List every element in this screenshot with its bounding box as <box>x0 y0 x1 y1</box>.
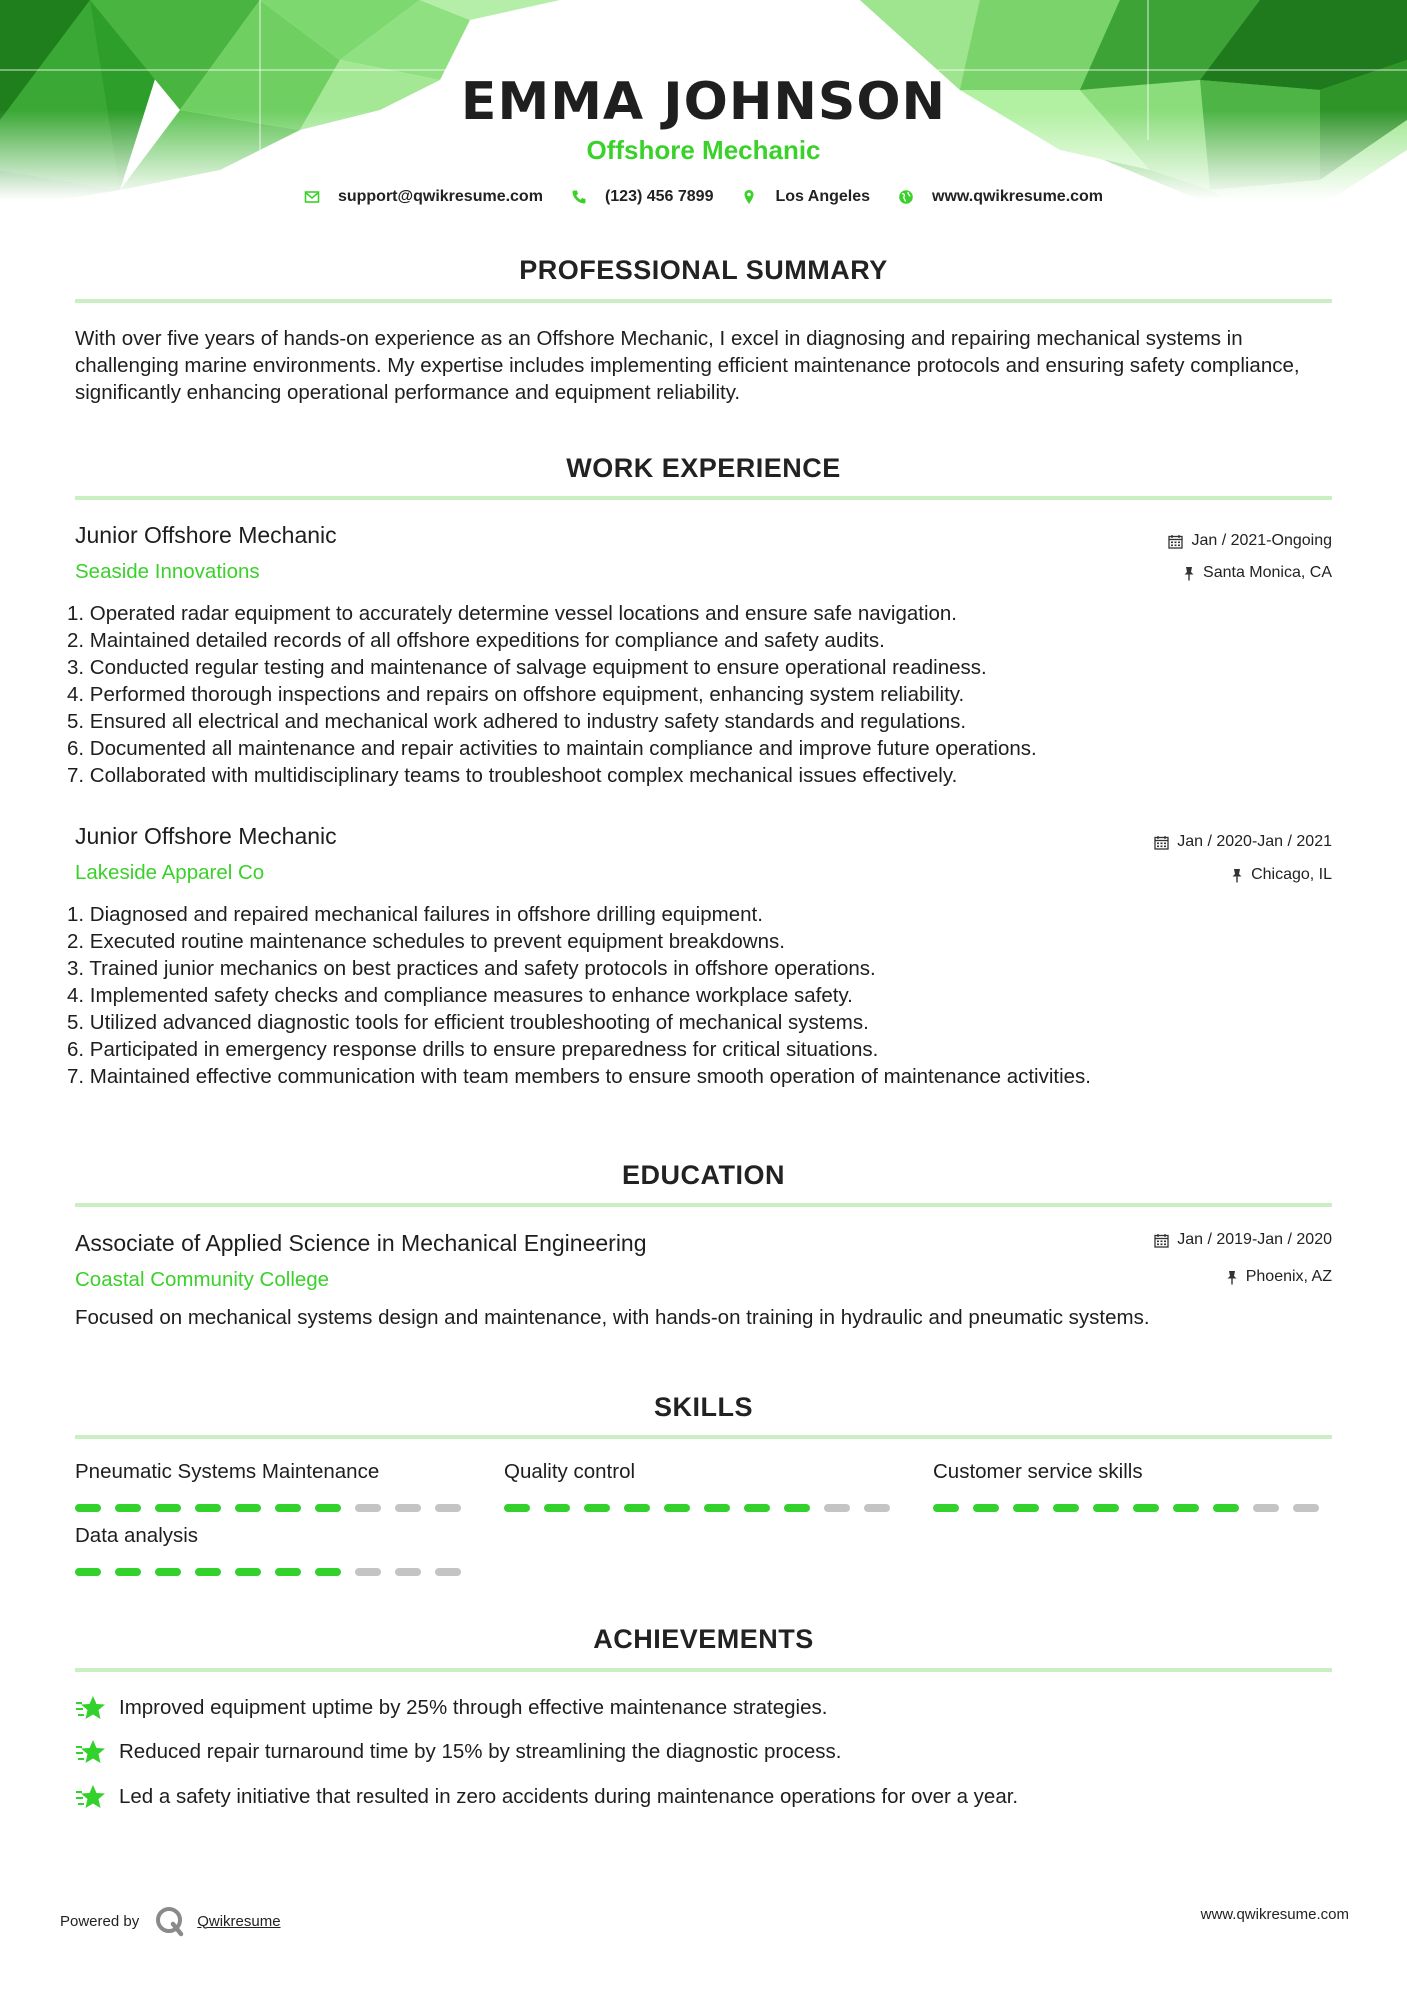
skill-dash-filled <box>1173 1504 1199 1512</box>
education-heading: EDUCATION <box>622 1160 785 1190</box>
footer-website[interactable]: www.qwikresume.com <box>1200 1906 1349 1923</box>
skill-dash-filled <box>664 1504 690 1512</box>
achievements-heading: ACHIEVEMENTS <box>593 1624 814 1654</box>
star-icon <box>75 1694 107 1722</box>
skill-dash-filled <box>744 1504 770 1512</box>
skill-dash-filled <box>235 1504 261 1512</box>
skill-dash-filled <box>75 1504 101 1512</box>
skill-dash-filled <box>315 1504 341 1512</box>
skill-rating <box>933 1504 1333 1512</box>
qwikresume-link[interactable]: Qwikresume <box>197 1912 281 1930</box>
skill-dash-filled <box>544 1504 570 1512</box>
calendar-icon <box>1154 1233 1169 1248</box>
calendar-icon <box>1154 835 1169 850</box>
skill-name: Pneumatic Systems Maintenance <box>75 1460 380 1483</box>
star-icon <box>75 1783 107 1811</box>
achievement-text: Improved equipment uptime by 25% through effective maintenance strategies. <box>119 1696 828 1719</box>
job-company: Lakeside Apparel Co <box>75 861 265 884</box>
achievement-item <box>75 1783 1018 1811</box>
pushpin-icon <box>1226 1270 1238 1285</box>
experience-heading: WORK EXPERIENCE <box>566 453 841 483</box>
candidate-title: Offshore Mechanic <box>586 135 821 165</box>
skill-dash-empty <box>435 1504 461 1512</box>
calendar-icon <box>1168 534 1183 549</box>
skill-dash-filled <box>584 1504 610 1512</box>
section-divider <box>75 1435 1332 1439</box>
job-dates-text: Jan / 2021-Ongoing <box>1191 532 1332 549</box>
skill-rating <box>504 1504 904 1512</box>
skill-dash-empty <box>395 1568 421 1576</box>
skill-dash-filled <box>973 1504 999 1512</box>
job-title: Junior Offshore Mechanic <box>75 522 337 548</box>
summary-heading: PROFESSIONAL SUMMARY <box>519 255 888 285</box>
skill-rating <box>75 1568 475 1576</box>
envelope-icon <box>304 189 320 205</box>
skill-dash-filled <box>315 1568 341 1576</box>
skill-dash-empty <box>435 1568 461 1576</box>
skill-item <box>504 1460 904 1512</box>
job-company: Seaside Innovations <box>75 560 260 583</box>
skill-dash-empty <box>1253 1504 1279 1512</box>
skill-dash-filled <box>1133 1504 1159 1512</box>
achievement-item <box>75 1738 841 1766</box>
pushpin-icon <box>1231 868 1243 883</box>
phone-icon <box>571 189 587 205</box>
job-bullets <box>67 901 1337 1090</box>
skill-dash-empty <box>355 1504 381 1512</box>
list-item: 5. Ensured all electrical and mechanical work adhered to industry safety standards and regulations. <box>67 710 967 733</box>
skill-dash-filled <box>784 1504 810 1512</box>
qwikresume-logo-icon <box>153 1904 187 1938</box>
powered-by-label: Powered by <box>60 1912 140 1930</box>
degree-title: Associate of Applied Science in Mechanical Engineering <box>75 1230 647 1256</box>
skill-dash-filled <box>1053 1504 1079 1512</box>
school-name: Coastal Community College <box>75 1268 330 1291</box>
skill-item <box>75 1460 475 1512</box>
achievement-text: Led a safety initiative that resulted in zero accidents during maintenance operations for over a year. <box>119 1785 1019 1808</box>
list-item: 1. Operated radar equipment to accurately determine vessel locations and ensure safe navigation. <box>67 602 957 625</box>
contact-phone-text: (123) 456 7899 <box>604 188 714 205</box>
education-dates-text: Jan / 2019-Jan / 2020 <box>1177 1231 1332 1248</box>
contact-location-text: Los Angeles <box>775 188 871 205</box>
contact-phone[interactable] <box>571 188 714 206</box>
skill-dash-empty <box>864 1504 890 1512</box>
education-dates <box>1154 1231 1332 1249</box>
job-dates <box>1168 532 1332 550</box>
skill-dash-empty <box>1293 1504 1319 1512</box>
skill-dash-filled <box>155 1504 181 1512</box>
skill-dash-filled <box>115 1504 141 1512</box>
skill-dash-filled <box>195 1568 221 1576</box>
skill-name: Data analysis <box>75 1524 199 1547</box>
section-divider <box>75 1203 1332 1207</box>
contact-email-text: support@qwikresume.com <box>337 188 543 205</box>
education-description: Focused on mechanical systems design and maintenance, with hands-on training in hydraulic and pneumatic systems. <box>75 1306 1150 1329</box>
job-dates <box>1154 833 1332 851</box>
powered-by <box>60 1904 281 1938</box>
skill-rating <box>75 1504 475 1512</box>
job-dates-text: Jan / 2020-Jan / 2021 <box>1177 833 1332 850</box>
skill-dash-filled <box>1093 1504 1119 1512</box>
list-item: 1. Diagnosed and repaired mechanical failures in offshore drilling equipment. <box>67 903 763 926</box>
education-location <box>1226 1268 1332 1286</box>
list-item: 3. Conducted regular testing and maintenance of salvage equipment to ensure operational readiness. <box>67 656 987 679</box>
contact-website-text: www.qwikresume.com <box>932 188 1104 205</box>
contact-bar <box>0 188 1407 206</box>
section-divider <box>75 1668 1332 1672</box>
globe-icon <box>898 189 914 205</box>
list-item: 2. Maintained detailed records of all offshore expeditions for compliance and safety audits. <box>67 629 885 652</box>
skill-dash-filled <box>115 1568 141 1576</box>
skill-dash-filled <box>195 1504 221 1512</box>
job-bullets <box>67 600 1337 789</box>
contact-email[interactable] <box>304 188 543 206</box>
skill-dash-filled <box>933 1504 959 1512</box>
skill-dash-empty <box>824 1504 850 1512</box>
section-divider <box>75 496 1332 500</box>
skill-item <box>75 1524 475 1576</box>
achievement-item <box>75 1694 827 1722</box>
star-icon <box>75 1738 107 1766</box>
list-item: 4. Implemented safety checks and compliance measures to enhance workplace safety. <box>67 984 853 1007</box>
skills-heading: SKILLS <box>653 1392 753 1422</box>
list-item: 5. Utilized advanced diagnostic tools for efficient troubleshooting of mechanical systems. <box>67 1011 869 1034</box>
pushpin-icon <box>1183 566 1195 581</box>
skill-dash-filled <box>624 1504 650 1512</box>
job-location <box>1183 564 1332 582</box>
list-item: 6. Documented all maintenance and repair activities to maintain compliance and improve future operations. <box>67 737 1037 760</box>
skill-dash-filled <box>275 1504 301 1512</box>
skill-dash-empty <box>355 1568 381 1576</box>
list-item: 3. Trained junior mechanics on best practices and safety protocols in offshore operations. <box>67 957 876 980</box>
skill-item <box>933 1460 1333 1512</box>
skill-name: Quality control <box>504 1460 636 1483</box>
job-title: Junior Offshore Mechanic <box>75 823 337 849</box>
list-item: 4. Performed thorough inspections and repairs on offshore equipment, enhancing system reliability. <box>67 683 965 706</box>
skill-dash-filled <box>1213 1504 1239 1512</box>
summary-text: With over five years of hands-on experience as an Offshore Mechanic, I excel in diagnosing and repairing mechanical systems in challenging marine environments. My expertise includes implementing efficient maintenance protocols and ensuring safety compliance, significantly enhancing operational performance and equipment reliability. <box>75 327 1300 404</box>
skill-dash-filled <box>235 1568 261 1576</box>
skill-dash-filled <box>704 1504 730 1512</box>
job-location-text: Santa Monica, CA <box>1203 564 1332 581</box>
skill-name: Customer service skills <box>933 1460 1143 1483</box>
achievement-text: Reduced repair turnaround time by 15% by streamlining the diagnostic process. <box>119 1740 842 1763</box>
skill-dash-empty <box>395 1504 421 1512</box>
section-divider <box>75 299 1332 303</box>
list-item: 7. Collaborated with multidisciplinary teams to troubleshoot complex mechanical issues effectively. <box>67 764 958 787</box>
education-location-text: Phoenix, AZ <box>1245 1268 1332 1285</box>
job-location <box>1231 866 1332 884</box>
candidate-name: EMMA JOHNSON <box>460 72 947 132</box>
contact-website[interactable] <box>898 188 1103 206</box>
list-item: 6. Participated in emergency response drills to ensure preparedness for critical situations. <box>67 1038 879 1061</box>
skill-dash-filled <box>75 1568 101 1576</box>
list-item: 2. Executed routine maintenance schedules to prevent equipment breakdowns. <box>67 930 785 953</box>
job-location-text: Chicago, IL <box>1251 866 1332 883</box>
skill-dash-filled <box>275 1568 301 1576</box>
map-pin-icon <box>741 189 757 205</box>
list-item: 7. Maintained effective communication with team members to ensure smooth operation of maintenance activities. <box>67 1065 1091 1088</box>
skill-dash-filled <box>1013 1504 1039 1512</box>
skill-dash-filled <box>504 1504 530 1512</box>
contact-location <box>741 188 870 206</box>
skill-dash-filled <box>155 1568 181 1576</box>
